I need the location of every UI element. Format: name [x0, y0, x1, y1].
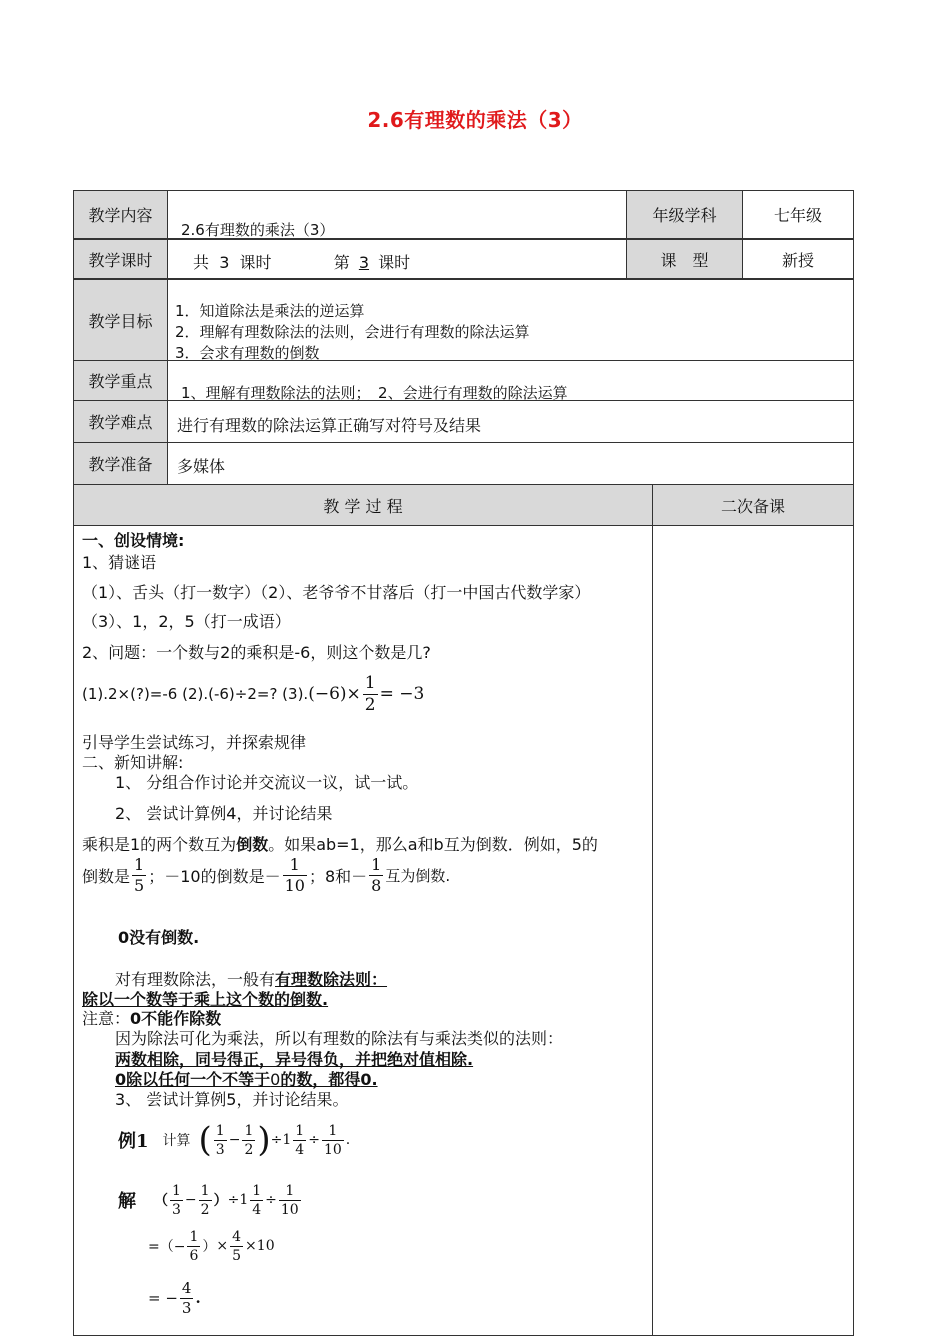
lesson-plan-table	[73, 190, 854, 1336]
riddle-1: （1）、舌头（打一数字）（2）、老爷爷不甘落后（打一中国古代数学家）	[82, 583, 591, 602]
division-rule-2: 两数相除，同号得正，异号得负，并把绝对值相除.	[115, 1050, 474, 1069]
hours-current: 3	[358, 253, 370, 272]
page-title: 2.6有理数的乘法（3）	[367, 108, 583, 132]
reciprocal-examples: 倒数是 $\frac{1}{5}$ ；－10的倒数是－ $\frac{1}{10}$ ；8和－ $\frac{1}{8}$ 互为倒数.	[82, 854, 451, 895]
step-3: 3、 尝试计算例5，并讨论结果。	[115, 1090, 349, 1109]
step-2: 2、 尝试计算例4，并讨论结果	[115, 804, 333, 823]
solution-line-2: =（− $\frac{1}{6}$ ） × $\frac{4}{5}$ × 10	[148, 1228, 275, 1264]
because-text: 因为除法可化为乘法，所以有理数的除法有与乘法类似的法则：	[115, 1029, 564, 1048]
hours-label: 教学课时	[74, 240, 167, 278]
solution-line-3: = − $\frac{4}{3}$ .	[148, 1278, 201, 1317]
division-rule-3: 0除以任何一个不等于0的数，都得0.	[115, 1070, 378, 1089]
content-value: 2.6有理数的乘法（3）	[181, 221, 335, 239]
prep-label: 教学准备	[74, 443, 167, 484]
rule-intro: 对有理数除法，一般有有理数除法则：	[115, 970, 388, 989]
grade-label: 年级学科	[627, 191, 742, 238]
key-value: 1、理解有理数除法的法则； 2、会进行有理数的除法运算	[181, 384, 568, 402]
division-rule-1: 除以一个数等于乘上这个数的倒数.	[82, 990, 329, 1009]
riddle-2: （3）、1，2，5（打一成语）	[82, 612, 291, 631]
equation-line: (1).2×(?)=-6 (2).(-6)÷2=? (3). (−6)× $\frac{1}{2}$ = −3	[82, 672, 425, 715]
guide: 引导学生尝试练习，并探索规律	[82, 733, 307, 752]
section-2-title: 二、新知讲解:	[82, 753, 184, 772]
hours-value: 共 3 课时 第 3 课时	[193, 253, 411, 272]
riddle-title: 1、猜谜语	[82, 553, 157, 572]
prep-value: 多媒体	[177, 457, 226, 476]
step-1: 1、 分组合作讨论并交流议一议，试一试。	[115, 773, 419, 792]
backup-label: 二次备课	[653, 485, 853, 525]
goal-3: 3．会求有理数的倒数	[175, 344, 320, 362]
hours-total: 3	[219, 253, 230, 272]
difficulty-label: 教学难点	[74, 401, 167, 442]
goal-1: 1．知道除法是乘法的逆运算	[175, 302, 365, 320]
difficulty-value: 进行有理数的除法运算正确写对符号及结果	[177, 416, 482, 435]
goals-label: 教学目标	[74, 280, 167, 360]
note: 注意：0不能作除数	[82, 1009, 222, 1028]
goal-2: 2．理解有理数除法的法则，会进行有理数的除法运算	[175, 323, 530, 341]
content-label: 教学内容	[74, 191, 167, 238]
section-1-title: 一、创设情境:	[82, 531, 185, 550]
example-1: 例1 计算 ( $\frac{1}{3}$ − $\frac{1}{2}$ ) ÷ 1 $\frac{1}{4}$ ÷ $\frac{1}{10}$ .	[118, 1120, 351, 1160]
process-label: 教 学 过 程	[74, 485, 652, 525]
key-label: 教学重点	[74, 361, 167, 400]
zero-no-reciprocal: 0没有倒数.	[118, 928, 200, 947]
type-label: 课 型	[627, 240, 742, 278]
question: 2、问题：一个数与2的乘积是-6，则这个数是几?	[82, 643, 431, 662]
type-value: 新授	[781, 250, 814, 270]
grade-value: 七年级	[773, 206, 822, 225]
solution-line-1: 解 （ $\frac{1}{3}$ − $\frac{1}{2}$ ） ÷ 1 $\frac{1}{4}$ ÷ $\frac{1}{10}$	[118, 1182, 299, 1218]
reciprocal-definition: 乘积是1的两个数互为倒数。如果ab=1，那么a和b互为倒数．例如，5的	[82, 835, 598, 854]
